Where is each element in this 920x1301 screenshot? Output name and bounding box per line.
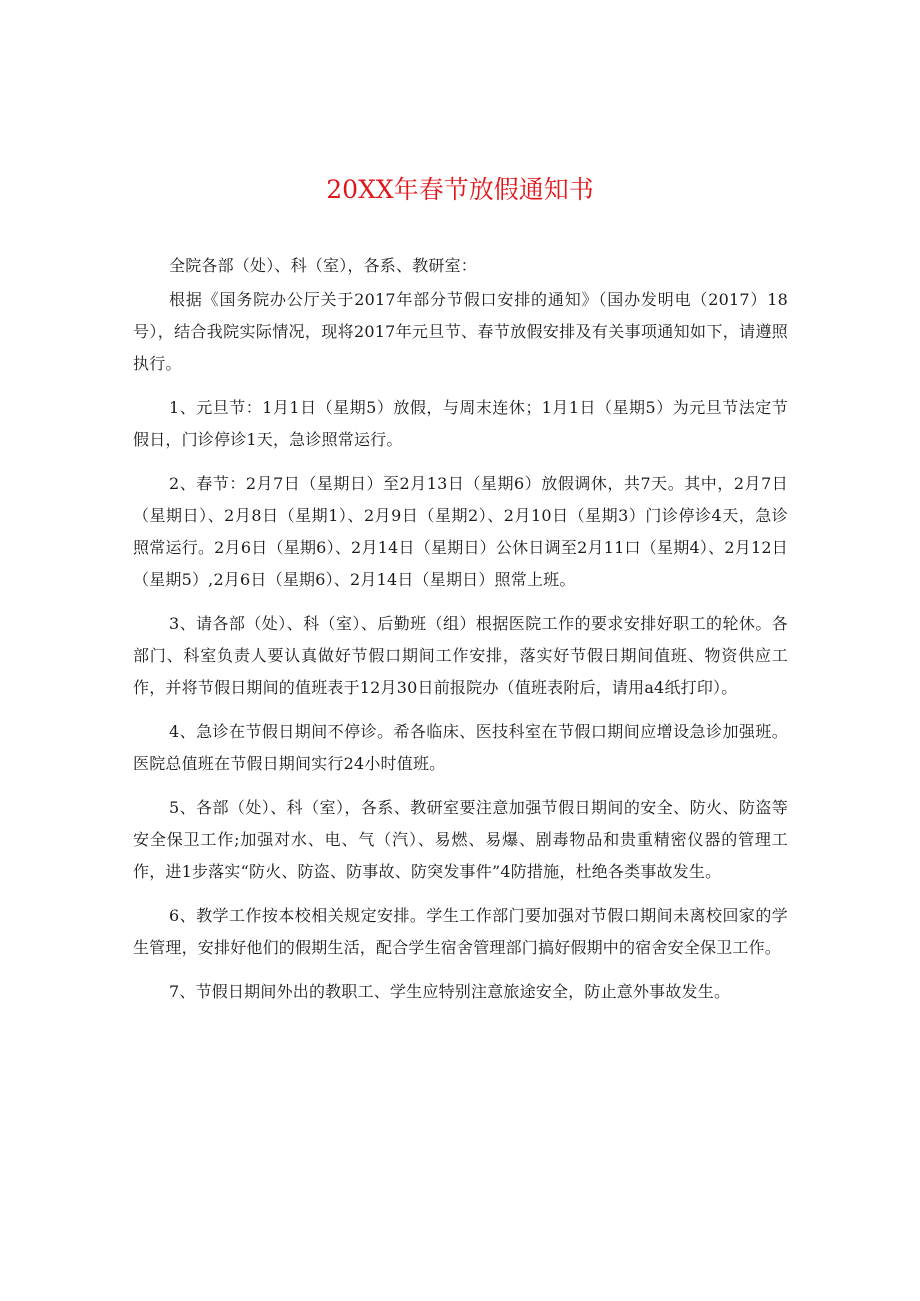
paragraph-item-3: 3、请各部（处）、科（室）、后勤班（组）根据医院工作的要求安排好职工的轮休。各部门、科室负责人要认真做好节假口期间工作安排，落实好节假日期间值班、物资供应工作，并将节假日期间的值班表于12月30日前报院办（值班表附后，请用a4纸打印）。 xyxy=(133,614,788,697)
paragraph-item-7: 7、节假日期间外出的教职工、学生应特别注意旅途安全，防止意外事故发生。 xyxy=(169,982,731,1001)
document-body xyxy=(133,250,788,1020)
salutation: 全院各部（处）、科（室），各系、教研室： xyxy=(169,256,478,275)
paragraph-item-1: 1、元旦节：1月1日（星期5）放假，与周末连休；1月1日（星期5）为元旦节法定节假日，门诊停诊1天，急诊照常运行。 xyxy=(133,398,788,449)
paragraph-item-5: 5、各部（处）、科（室），各系、教研室要注意加强节假日期间的安全、防火、防盗等安全保卫工作;加强对水、电、气（汽）、易燃、易爆、剧毒物品和贵重精密仪器的管理工作，进1步落实“防火、防盗、防事故、防突发事件”4防措施，杜绝各类事故发生。 xyxy=(133,798,788,881)
paragraph-item-4: 4、急诊在节假日期间不停诊。希各临床、医技科室在节假口期间应增设急诊加强班。医院总值班在节假日期间实行24小时值班。 xyxy=(133,722,788,773)
document-title: 20XX年春节放假通知书 xyxy=(326,175,594,204)
paragraph-item-6: 6、教学工作按本校相关规定安排。学生工作部门要加强对节假口期间未离校回家的学生管理，安排好他们的假期生活，配合学生宿舍管理部门搞好假期中的宿舍安全保卫工作。 xyxy=(133,906,788,957)
paragraph-intro: 根据《国务院办公厅关于2017年部分节假口安排的通知》（国办发明电（2017）18号），结合我院实际情况，现将2017年元旦节、春节放假安排及有关事项通知如下，请遵照执行。 xyxy=(133,290,788,373)
paragraph-item-2: 2、春节：2月7日（星期日）至2月13日（星期6）放假调休，共7天。其中，2月7日（星期日）、2月8日（星期1）、2月9日（星期2）、2月10日（星期3）门诊停诊4天，急诊照常运行。2月6日（星期6）、2月14日（星期日）公休日调至2月11口（星期4）、2月12日（星期5）,2月6日（星期6）、2月14日（星期日）照常上班。 xyxy=(133,474,788,589)
